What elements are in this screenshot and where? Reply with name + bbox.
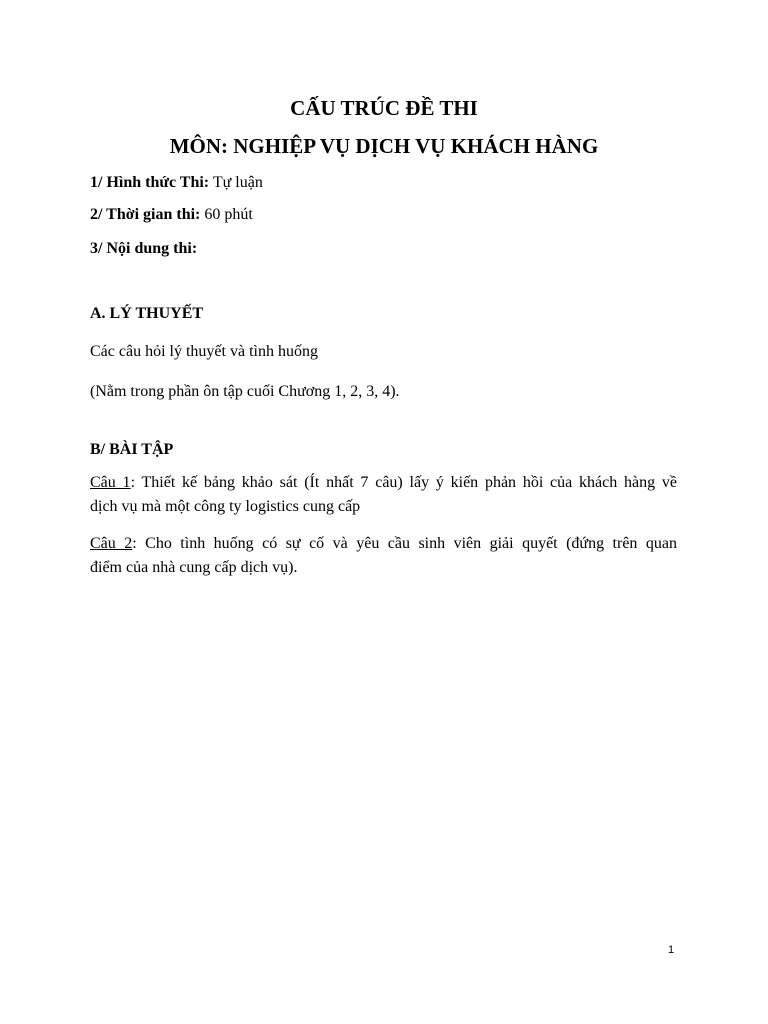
question-1-text: : Thiết kế bảng khảo sát (Ít nhất 7 câu) lấy ý kiến phản hồi của khách hàng về	[130, 474, 677, 491]
question-2-line1	[90, 532, 677, 556]
exam-format-value: Tự luận	[209, 174, 263, 191]
section-b-heading: B/ BÀI TẬP	[90, 441, 174, 458]
exam-duration-label: 2/ Thời gian thi:	[90, 206, 201, 223]
section-a-text: Các câu hỏi lý thuyết và tình huống	[90, 343, 318, 360]
question-1-line2: dịch vụ mà một công ty logistics cung cấp	[90, 498, 361, 515]
question-2-text: : Cho tình huống có sự cố và yêu cầu sinh viên giải quyết (đứng trên quan	[132, 535, 677, 552]
exam-duration-value: 60 phút	[200, 206, 253, 223]
exam-duration-line	[90, 205, 253, 225]
section-a-heading: A. LÝ THUYẾT	[90, 305, 204, 322]
exam-format-line	[90, 173, 263, 193]
page-number: 1	[668, 944, 675, 956]
question-2-line2: điểm của nhà cung cấp dịch vụ).	[90, 559, 298, 576]
question-1-line1	[90, 471, 677, 495]
section-a-note: (Nằm trong phần ôn tập cuối Chương 1, 2, 3, 4).	[90, 383, 400, 400]
subject-title: MÔN: NGHIỆP VỤ DỊCH VỤ KHÁCH HÀNG	[169, 134, 599, 158]
exam-format-label: 1/ Hình thức Thi:	[90, 174, 210, 191]
document-title: CẤU TRÚC ĐỀ THI	[290, 96, 478, 120]
question-1	[90, 471, 677, 519]
question-1-label: Câu 1	[90, 474, 131, 491]
exam-content-label: 3/ Nội dung thi:	[90, 240, 198, 257]
question-2	[90, 532, 677, 580]
question-2-label: Câu 2	[90, 535, 133, 552]
